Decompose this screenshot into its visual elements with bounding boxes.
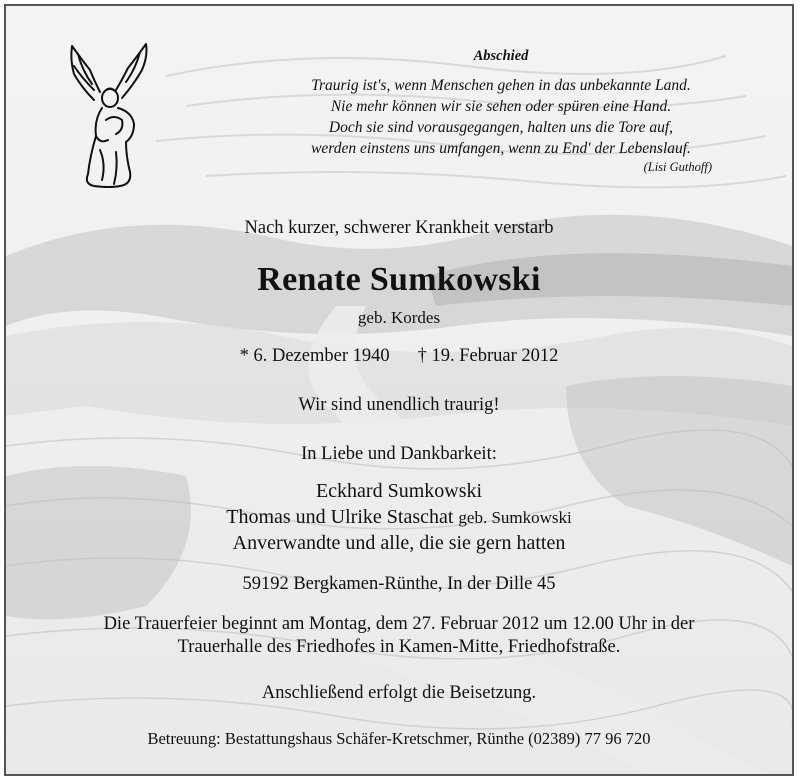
intro-text: Nach kurzer, schwerer Krankheit verstarb	[244, 218, 554, 238]
obituary-card	[4, 4, 794, 776]
poem-block	[256, 46, 746, 175]
obituary-content	[6, 6, 792, 774]
death-date: † 19. Februar 2012	[417, 346, 559, 366]
family-line: Anverwandte und alle, die sie gern hatten	[232, 532, 566, 554]
undertaker-text: Betreuung: Bestattungshaus Schäfer-Kretschmer, Rünthe (02389) 77 96 720	[147, 729, 651, 748]
poem-line: werden einstens uns umfangen, wenn zu End' der Lebenslauf.	[311, 140, 691, 157]
life-dates	[6, 346, 792, 367]
poem-title: Abschied	[473, 48, 529, 64]
poem-line: Doch sie sind vorausgegangen, halten uns die Tore auf,	[328, 119, 674, 136]
deceased-name: Renate Sumkowski	[257, 261, 541, 298]
maiden-name: geb. Kordes	[357, 308, 441, 327]
family-maiden-note: geb. Sumkowski	[458, 508, 572, 527]
family-line	[6, 504, 792, 531]
angel-icon	[60, 40, 160, 190]
family-line: Eckhard Sumkowski	[315, 480, 483, 502]
poem-author: (Lisi Guthoff)	[643, 160, 712, 174]
family-names: Thomas und Ulrike Staschat	[226, 506, 454, 528]
poem-line: Nie mehr können wir sie sehen oder spüren eine Hand.	[330, 98, 672, 115]
burial-text: Anschließend erfolgt die Beisetzung.	[261, 683, 537, 703]
funeral-service-text	[6, 613, 792, 659]
address-text: 59192 Bergkamen-Rünthe, In der Dille 45	[242, 574, 556, 594]
sorrow-text: Wir sind unendlich traurig!	[298, 395, 500, 415]
poem-line: Traurig ist's, wenn Menschen gehen in das unbekannte Land.	[311, 77, 691, 94]
birth-date: * 6. Dezember 1940	[239, 346, 390, 366]
service-line: Die Trauerfeier beginnt am Montag, dem 27. Februar 2012 um 12.00 Uhr in der	[103, 614, 695, 634]
thanks-text: In Liebe und Dankbarkeit:	[301, 444, 497, 464]
service-line: Trauerhalle des Friedhofes in Kamen-Mitte, Friedhofstraße.	[177, 637, 621, 657]
